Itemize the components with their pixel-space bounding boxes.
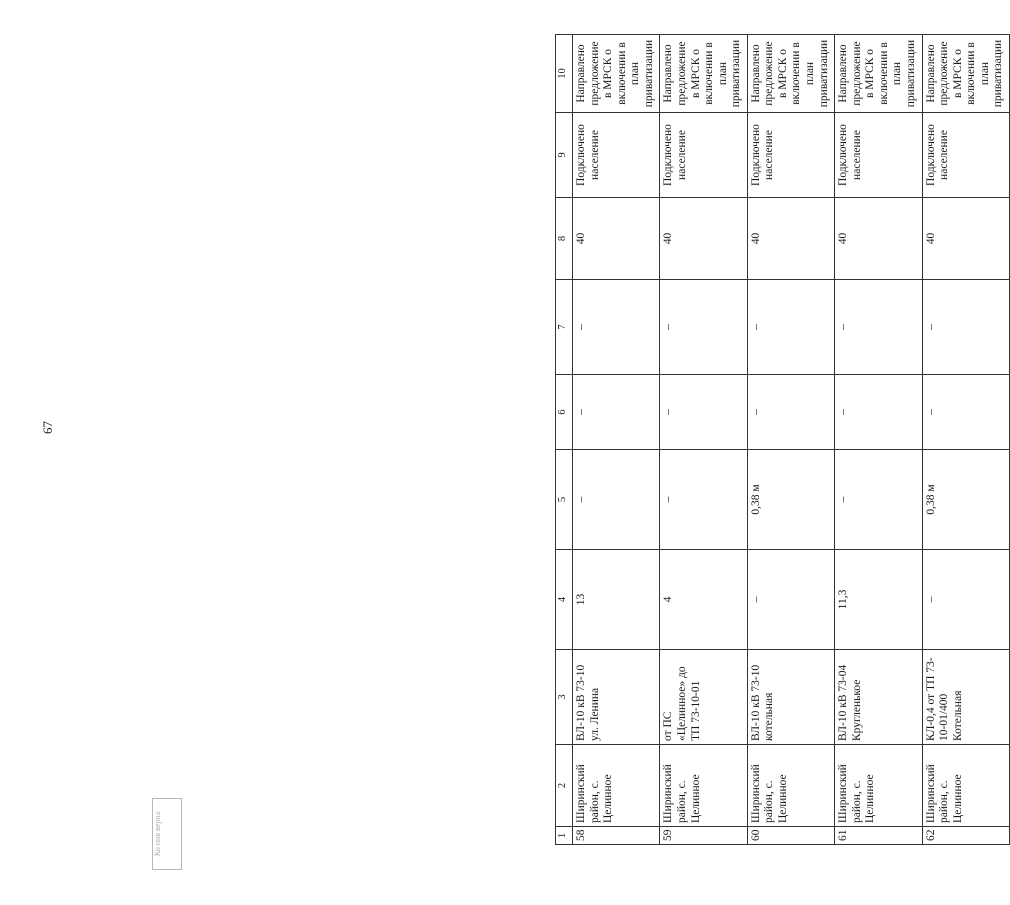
col6-cell: – [660, 375, 747, 450]
status-cell: Подключено население [660, 113, 747, 198]
table-row [660, 35, 747, 845]
row-number: 60 [747, 827, 834, 845]
cable-cell: – [835, 450, 922, 550]
col7-cell: – [747, 280, 834, 375]
column-number: 4 [556, 550, 573, 650]
page-number: 67 [40, 421, 55, 434]
col8-cell: 40 [922, 198, 1009, 280]
col8-cell: 40 [747, 198, 834, 280]
row-number: 62 [922, 827, 1009, 845]
column-number: 1 [556, 827, 573, 845]
action-cell: Направлено предложение в МРСК о включении в план приватизации [922, 35, 1009, 113]
data-table [555, 34, 1010, 845]
copy-stamp: Ко пия верна [152, 798, 182, 870]
action-cell: Направлено предложение в МРСК о включении в план приватизации [573, 35, 660, 113]
status-cell: Подключено население [835, 113, 922, 198]
action-cell: Направлено предложение в МРСК о включении в план приватизации [747, 35, 834, 113]
column-number: 5 [556, 450, 573, 550]
column-number: 6 [556, 375, 573, 450]
district-cell: Ширинский район, с. Целинное [922, 745, 1009, 827]
column-number-row [556, 35, 573, 845]
column-number: 8 [556, 198, 573, 280]
object-cell: ВЛ-10 кВ 73-04 Кругленькое [835, 650, 922, 745]
length-cell: – [747, 550, 834, 650]
table-row [573, 35, 660, 845]
cable-cell: – [660, 450, 747, 550]
action-cell: Направлено предложение в МРСК о включении в план приватизации [835, 35, 922, 113]
col7-cell: – [835, 280, 922, 375]
length-cell: 4 [660, 550, 747, 650]
object-cell: ВЛ-10 кВ 73-10 ул. Ленина [573, 650, 660, 745]
status-cell: Подключено население [573, 113, 660, 198]
length-cell: 13 [573, 550, 660, 650]
table-frame [555, 35, 1010, 845]
col6-cell: – [573, 375, 660, 450]
col8-cell: 40 [573, 198, 660, 280]
cable-cell: 0,38 м [922, 450, 1009, 550]
district-cell: Ширинский район, с. Целинное [660, 745, 747, 827]
object-cell: от ПС «Целинное» до ТП 73-10-01 [660, 650, 747, 745]
status-cell: Подключено население [922, 113, 1009, 198]
cable-cell: – [573, 450, 660, 550]
district-cell: Ширинский район, с. Целинное [747, 745, 834, 827]
col6-cell: – [747, 375, 834, 450]
status-cell: Подключено население [747, 113, 834, 198]
column-number: 10 [556, 35, 573, 113]
col8-cell: 40 [660, 198, 747, 280]
column-number: 7 [556, 280, 573, 375]
col8-cell: 40 [835, 198, 922, 280]
object-cell: КЛ-0,4 от ТП 73-10-01/400 Котельная [922, 650, 1009, 745]
table-row [747, 35, 834, 845]
table-row [922, 35, 1009, 845]
table-row [835, 35, 922, 845]
col6-cell: – [922, 375, 1009, 450]
row-number: 58 [573, 827, 660, 845]
column-number: 9 [556, 113, 573, 198]
column-number: 3 [556, 650, 573, 745]
district-cell: Ширинский район, с. Целинное [835, 745, 922, 827]
row-number: 61 [835, 827, 922, 845]
column-number: 2 [556, 745, 573, 827]
col7-cell: – [660, 280, 747, 375]
action-cell: Направлено предложение в МРСК о включении в план приватизации [660, 35, 747, 113]
district-cell: Ширинский район, с. Целинное [573, 745, 660, 827]
length-cell: – [922, 550, 1009, 650]
table-body [556, 35, 1010, 845]
row-number: 59 [660, 827, 747, 845]
col7-cell: – [922, 280, 1009, 375]
col6-cell: – [835, 375, 922, 450]
cable-cell: 0,38 м [747, 450, 834, 550]
object-cell: ВЛ-10 кВ 73-10 котельная [747, 650, 834, 745]
length-cell: 11,3 [835, 550, 922, 650]
col7-cell: – [573, 280, 660, 375]
